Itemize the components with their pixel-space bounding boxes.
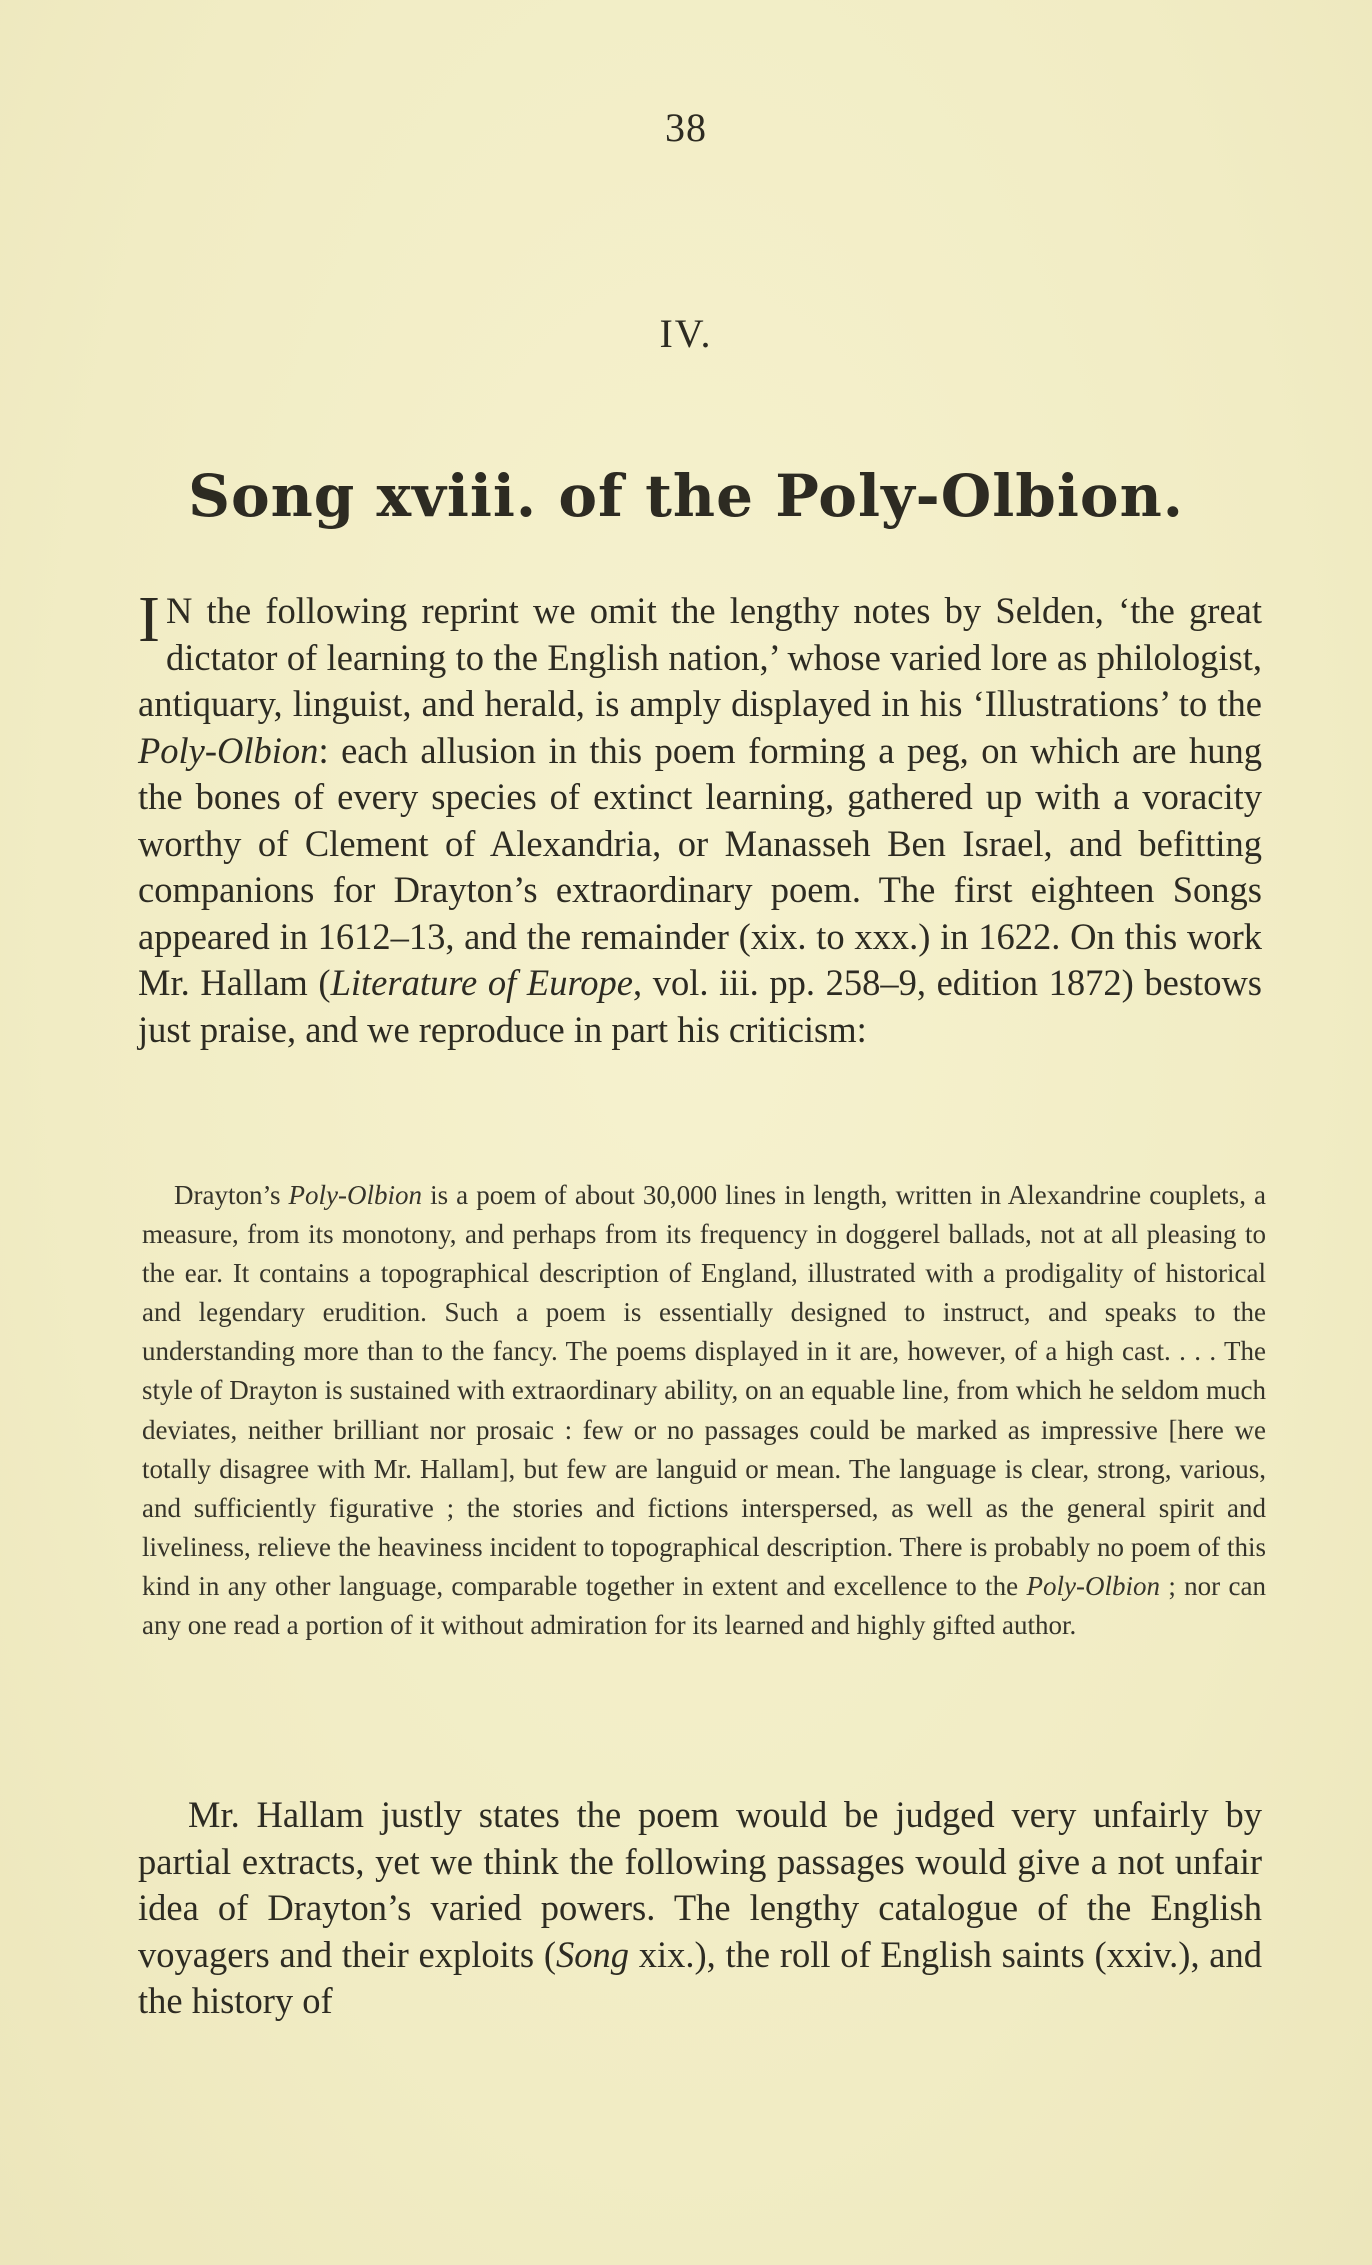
quote-text-1: Drayton’s xyxy=(174,1180,289,1210)
intro-italic-poly-olbion: Poly-Olbion xyxy=(138,729,319,771)
drop-cap: I xyxy=(138,583,160,656)
intro-text-2: : each allusion in this poem forming a peg, on which are hung the bones of every species of extinct learning, gathered up with a voracity worthy of Clement of Alexandria, or Manasseh Ben Israel, and befitting companions for Drayton’s extraordinary poem. The first eighteen Songs appeared in 1612–13, and the remainder (xix. to xxx.) in 1622. On this work Mr. Hallam ( xyxy=(138,729,1262,1003)
intro-text-1: N the following reprint we omit the lengthy notes by Selden, ‘the great dictator of learning to the English nation,’ whose varied lore as philologist, antiquary, linguist, and herald, is amply displayed in his ‘Illustrations’ to the xyxy=(138,590,1262,724)
closing-italic-song: Song xyxy=(556,1933,629,1975)
page-number: 38 xyxy=(665,105,707,150)
quote-text-2: is a poem of about 30,000 lines in length, written in Alexandrine couplets, a measure, from its monotony, and perhaps from its frequency in doggerel ballads, not at all pleasing to the ear. It contains a topographical description of England, illustrated with a prodigality of historical and legendary erudition. Such a poem is essentially designed to instruct, and speaks to the understanding more than to the fancy. The poems displayed in it are, however, of a high cast. . . . The style of Drayton is sustained with extraordinary ability, on an equable line, from which he seldom much deviates, neither brilliant nor prosaic : few or no passages could be marked as impressive [here we totally disagree with Mr. Hallam], but few are languid or mean. The language is clear, strong, various, and sufficiently figurative ; the stories and fictions interspersed, as well as the general spirit and liveliness, relieve the heaviness incident to topographical description. There is probably no poem of this kind in any other language, comparable together in extent and excellence to the xyxy=(142,1180,1266,1601)
intro-text-3: , vol. iii. pp. 258–9, edition 1872) bestows just praise, and we reproduce in part his criticism: xyxy=(138,962,1263,1050)
closing-text-1: Mr. Hallam justly states the poem would be judged very unfairly by partial extracts, yet we think the following passages would give a not unfair idea of Drayton’s varied powers. The lengthy catalogue of the English voyagers and their exploits ( xyxy=(138,1794,1262,1975)
closing-text-2: xix.), the roll of English saints (xxiv.), and the history of xyxy=(138,1933,1262,2021)
quote-italic-poly-olbion-2: Poly-Olbion xyxy=(1026,1570,1160,1601)
quote-italic-poly-olbion-1: Poly-Olbion xyxy=(288,1180,423,1210)
closing-paragraph xyxy=(138,1792,1262,2025)
quote-text-3: ; nor can any one read a portion of it without admiration for its learned and highly gifted author. xyxy=(142,1570,1266,1641)
intro-italic-literature-of-europe: Literature of Europe xyxy=(330,962,634,1003)
chapter-title: Song xviii. of the Poly-Olbion. xyxy=(188,462,1184,530)
intro-paragraph xyxy=(138,583,1263,1053)
hallam-quote xyxy=(142,1176,1266,1645)
section-number: IV. xyxy=(659,311,713,356)
